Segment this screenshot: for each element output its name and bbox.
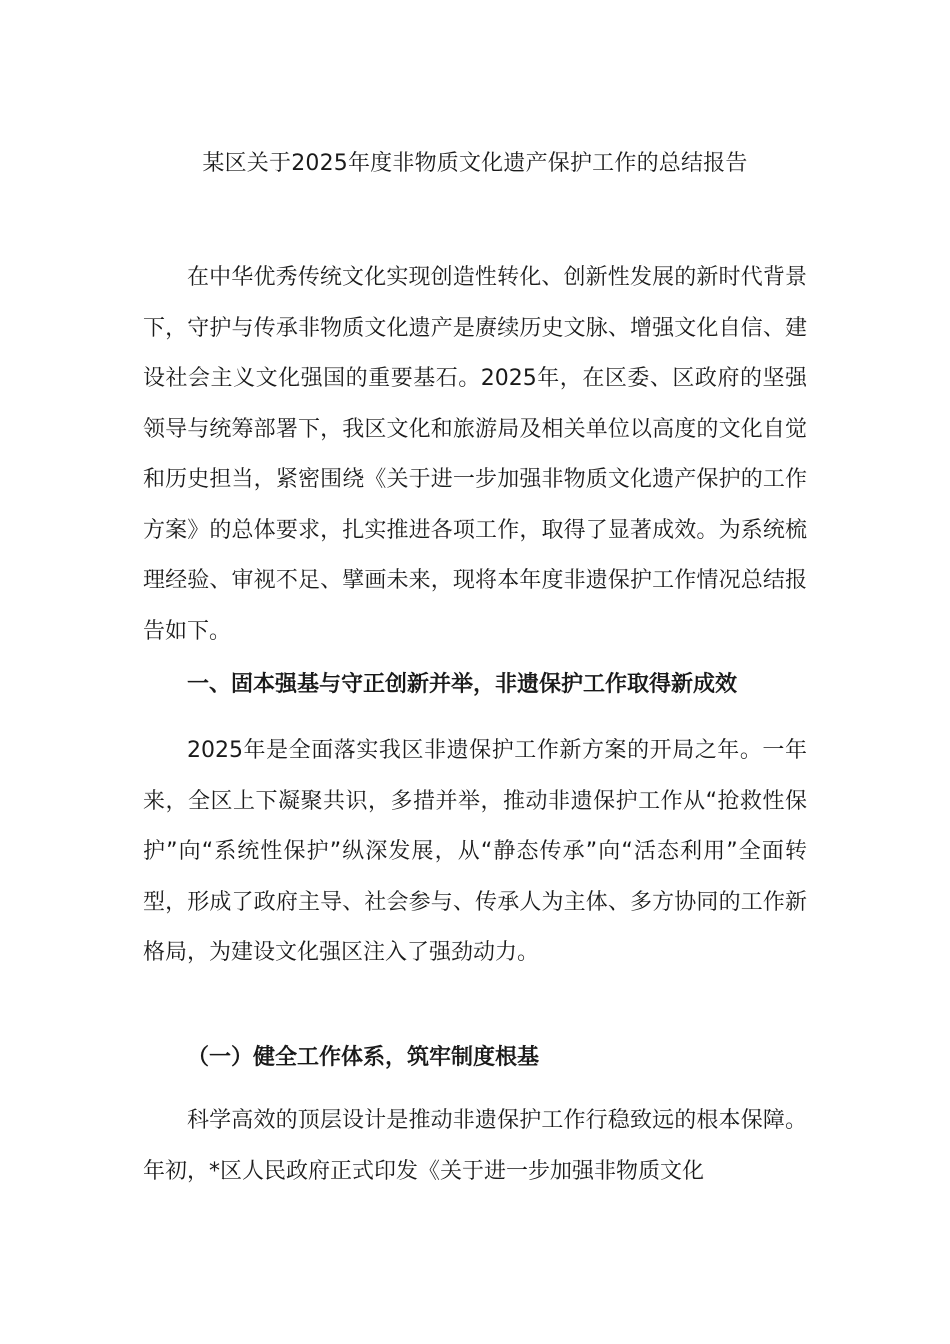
subsection-1-paragraph: 科学高效的顶层设计是推动非遗保护工作行稳致远的根本保障。年初，*区人民政府正式印发《关于进一步加强非物质文化 <box>143 1108 807 1184</box>
intro-paragraph: 在中华优秀传统文化实现创造性转化、创新性发展的新时代背景下，守护与传承非物质文化遗产是赓续历史文脉、增强文化自信、建设社会主义文化强国的重要基石。2025年，在区委、区政府的坚强领导与统筹部署下，我区文化和旅游局及相关单位以高度的文化自觉和历史担当，紧密围绕《关于进一步加强非物质文化遗产保护的工作方案》的总体要求，扎实推进各项工作，取得了显著成效。为系统梳理经验、审视不足、擘画未来，现将本年度非遗保护工作情况总结报告如下。 <box>143 265 807 644</box>
section-1-paragraph: 2025年是全面落实我区非遗保护工作新方案的开局之年。一年来，全区上下凝聚共识，多措并举，推动非遗保护工作从“抢救性保护”向“系统性保护”纵深发展，从“静态传承”向“活态利用”全面转型，形成了政府主导、社会参与、传承人为主体、多方协同的工作新格局，为建设文化强区注入了强劲动力。 <box>143 738 807 965</box>
document-title: 某区关于2025年度非物质文化遗产保护工作的总结报告 <box>202 151 748 176</box>
subsection-1-heading: （一）健全工作体系，筑牢制度根基 <box>187 1045 540 1070</box>
section-1-heading: 一、固本强基与守正创新并举，非遗保护工作取得新成效 <box>187 672 738 697</box>
